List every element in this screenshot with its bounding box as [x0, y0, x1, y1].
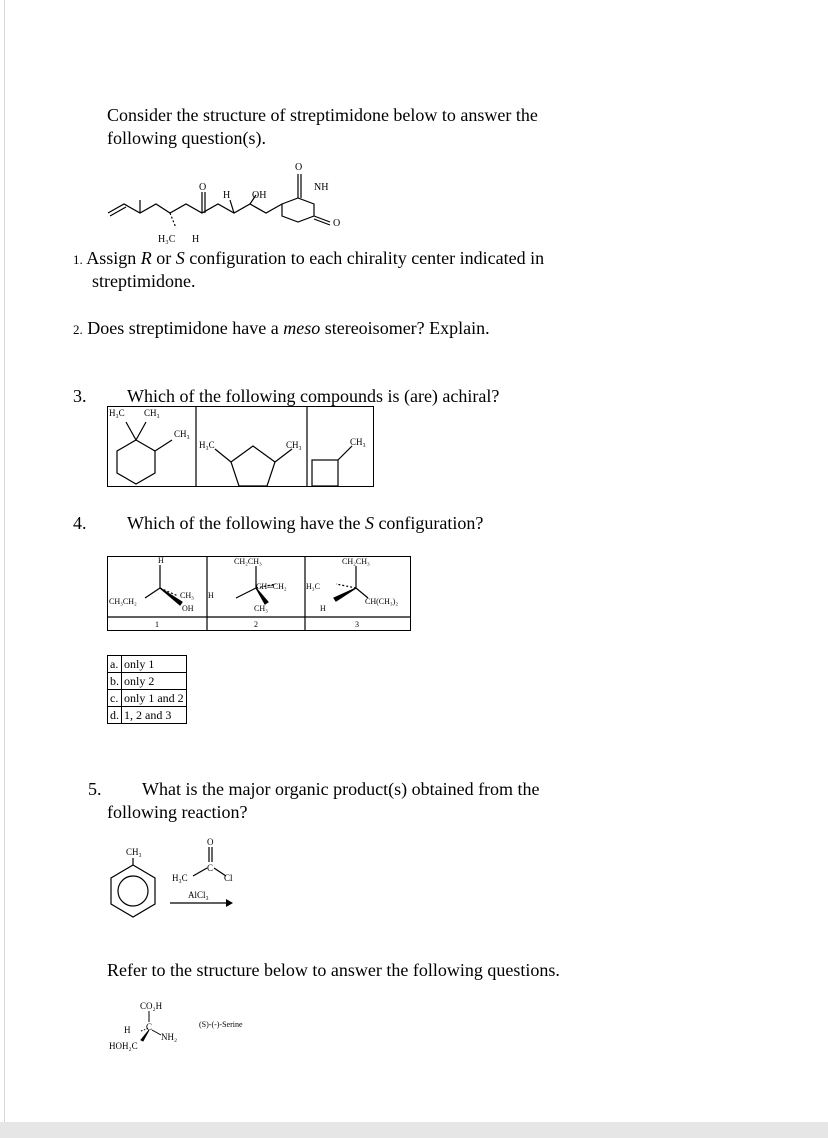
q5-line-1: What is the major organic product(s) obtained from the	[142, 779, 540, 799]
intro-line-1: Consider the structure of streptimidone below to answer the	[107, 105, 538, 125]
serine-label-3: NH₂	[161, 1032, 178, 1042]
q3-label-5: CH₃	[350, 437, 366, 447]
q4-s: S	[364, 513, 374, 533]
q4-label-9: CH₂CH₃	[342, 557, 370, 566]
q1-r: R	[140, 248, 152, 268]
serine-label-5: (S)-(-)-Serine	[199, 1020, 243, 1029]
q3-text: Which of the following compounds is (are) achiral?	[127, 386, 500, 406]
q4-label-6: CH═CH₂	[256, 582, 287, 591]
q3-label-0: H₃C	[109, 408, 125, 418]
q5-line-2: following reaction?	[107, 802, 248, 822]
q4-label-4: H	[208, 591, 214, 600]
s1-label-4: NH	[314, 182, 329, 193]
s1-label-1: O	[199, 182, 207, 193]
q4-text-post: configuration?	[373, 513, 484, 533]
q5-label-0: CH₃	[126, 847, 142, 857]
q4-compound-number-2: 2	[254, 620, 258, 629]
intro-line-2: following question(s).	[107, 128, 266, 148]
q1-s: S	[175, 248, 185, 268]
q4-label-5: CH₂CH₃	[234, 557, 262, 566]
s1-label-5: O	[333, 218, 341, 229]
serine-label-0: CO₂H	[140, 1001, 163, 1011]
option-text: only 1	[122, 656, 187, 673]
q4-label-2: CH₃CH₂	[109, 597, 137, 606]
serine-label-4: HOH₂C	[109, 1041, 138, 1051]
q3-label-3: H₃C	[199, 440, 215, 450]
option-letter: b.	[108, 673, 122, 690]
q3-label-2: CH₃	[174, 429, 190, 439]
page-bottom-bar	[0, 1122, 828, 1138]
q2-text-post: stereoisomer? Explain.	[320, 318, 490, 338]
q4-label-3: OH	[182, 604, 194, 613]
q2-number: 2.	[73, 322, 83, 337]
refer-text: Refer to the structure below to answer the following questions.	[107, 960, 560, 980]
q4-text-pre: Which of the following have the	[127, 513, 365, 533]
q5-label-3: H₃C	[172, 873, 188, 883]
option-text: 1, 2 and 3	[122, 707, 187, 724]
q5-label-2: C	[207, 863, 214, 873]
serine-label-1: H	[124, 1025, 131, 1035]
option-text: only 1 and 2	[122, 690, 187, 707]
q4-label-10: H	[320, 604, 326, 613]
q2-meso: meso	[283, 318, 321, 338]
q1-text-mid: or	[151, 248, 176, 268]
q4-compound-number-3: 3	[355, 620, 359, 629]
q1-text-pre: Assign	[86, 248, 141, 268]
s1-label-2: H	[223, 190, 231, 201]
option-text: only 2	[122, 673, 187, 690]
q1-line-2: streptimidone.	[92, 271, 196, 291]
option-letter: a.	[108, 656, 122, 673]
q5-label-5: AlCl₃	[188, 890, 209, 900]
q2-text-pre: Does streptimidone have a	[87, 318, 284, 338]
q4-label-8: H₃C	[306, 582, 320, 591]
q4-label-11: CH(CH₃)₂	[365, 597, 399, 606]
serine-label-2: C	[146, 1022, 153, 1032]
q4-compound-number-1: 1	[155, 620, 159, 629]
q4-label-1: CH₃	[180, 591, 194, 600]
q1-text-post: configuration to each chirality center indicated in	[184, 248, 545, 268]
s1-label-0: O	[295, 162, 303, 173]
q5-number: 5.	[88, 779, 102, 799]
q4-number: 4.	[73, 513, 87, 533]
q5-label-1: O	[207, 837, 214, 847]
q4-label-0: H	[158, 556, 164, 565]
q3-number: 3.	[73, 386, 87, 406]
q3-label-4: CH₃	[286, 440, 302, 450]
s1-label-7: H	[192, 234, 200, 245]
option-letter: c.	[108, 690, 122, 707]
option-letter: d.	[108, 707, 122, 724]
s1-label-3: OH	[252, 190, 267, 201]
q3-label-1: CH₃	[144, 408, 160, 418]
s1-label-6: H₃C	[158, 234, 176, 245]
q4-label-7: CH₃	[254, 604, 268, 613]
q1-number: 1.	[73, 252, 83, 267]
q5-label-4: Cl	[224, 873, 233, 883]
